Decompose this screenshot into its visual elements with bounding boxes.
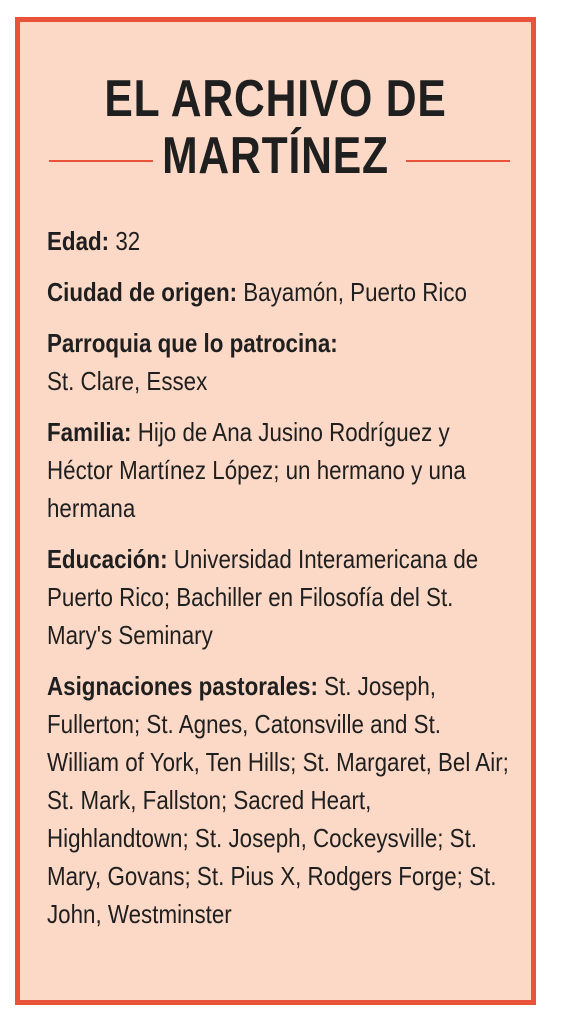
entry-familia (47, 413, 517, 527)
info-card (15, 17, 536, 1005)
entry-value: Bayamón, Puerto Rico (237, 277, 467, 307)
title-rule-right (406, 160, 510, 162)
title-line-2: MARTÍNEZ (162, 127, 389, 185)
entry-value: St. Joseph, Fullerton; St. Agnes, Catonsville and St. William of York, Ten Hills; St. Margaret, Bel Air; St. Mark, Fallston; Sacred Heart, Highlandtown; St. Joseph, Cockeysville; St. Mary, Govans; St. Pius X, Rodgers Forge; St. John, Westminster (47, 671, 509, 929)
entry-edad (47, 222, 517, 260)
entry-parroquia (47, 324, 517, 400)
entry-label: Edad: (47, 226, 110, 256)
entry-label: Familia: (47, 417, 132, 447)
entries-list (47, 222, 517, 946)
entry-label: Parroquia que lo patrocina: (47, 328, 338, 358)
entry-value: Universidad Interamericana de Puerto Rico; Bachiller en Filosofía del St. Mary's Seminary (47, 544, 479, 650)
entry-label: Asignaciones pastorales: (47, 671, 318, 701)
title-line-1: EL ARCHIVO DE (104, 70, 447, 128)
entry-value: Hijo de Ana Jusino Rodríguez y Héctor Martínez López; un hermano y una hermana (47, 417, 466, 523)
title-row-2 (20, 129, 531, 193)
entry-educacion (47, 540, 517, 654)
entry-value: 32 (109, 226, 141, 256)
entry-value: St. Clare, Essex (47, 366, 208, 396)
entry-ciudad-de-origen (47, 273, 517, 311)
entry-label: Ciudad de origen: (47, 277, 238, 307)
entry-asignaciones-pastorales (47, 667, 517, 933)
entry-label: Educación: (47, 544, 168, 574)
